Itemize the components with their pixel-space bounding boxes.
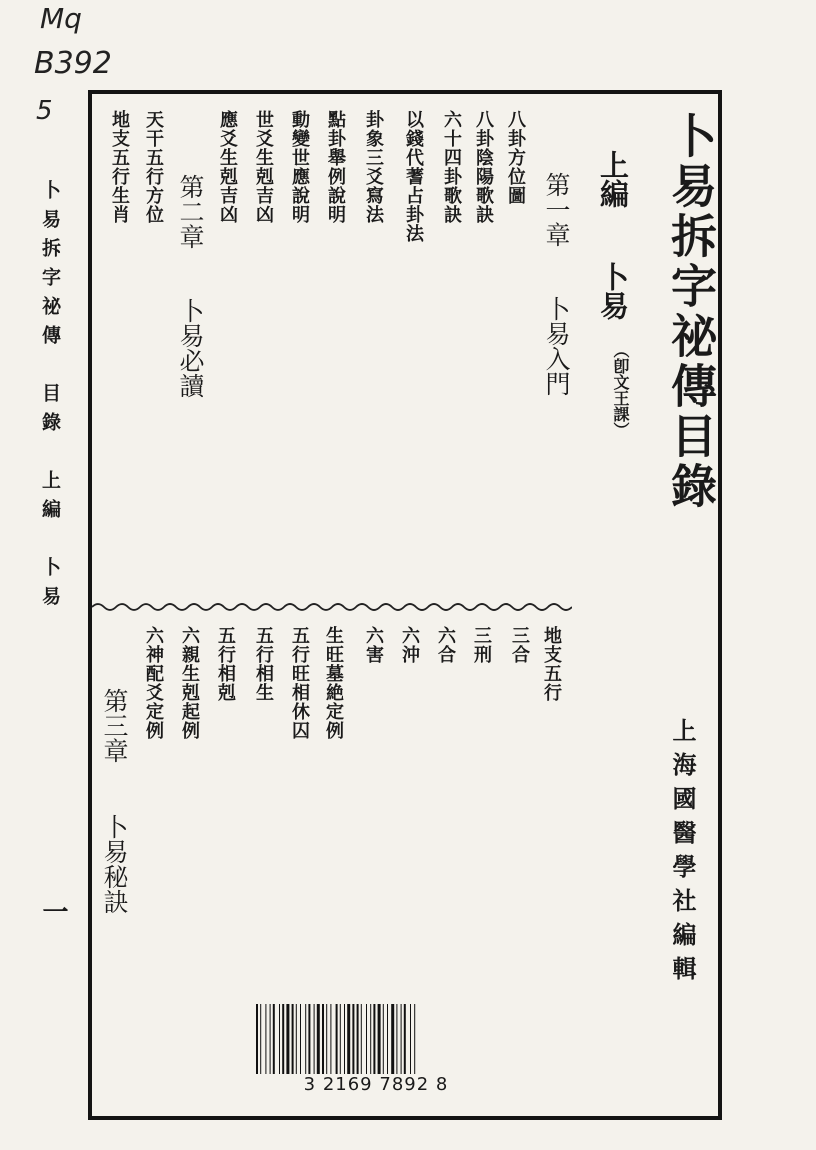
- chapter3-number: 第三章: [100, 688, 129, 763]
- toc-item: 六十四卦歌訣: [441, 110, 462, 224]
- toc-item: 五行相剋: [215, 626, 236, 702]
- toc-item: 八卦方位圖: [505, 110, 526, 205]
- chapter1-name: 卜易入門: [542, 296, 571, 396]
- margin-running-header: 卜易拆字祕傳 目錄 上編 卜易: [39, 180, 61, 615]
- toc-item: 點卦舉例說明: [325, 110, 346, 224]
- handwritten-annotation-line2: B392: [34, 46, 112, 81]
- chapter2-name: 卜易必讀: [176, 298, 205, 398]
- handwritten-annotation-line3: 5: [36, 96, 53, 126]
- toc-item: 地支五行生肖: [109, 110, 130, 224]
- chapter3-name: 卜易秘訣: [100, 814, 129, 914]
- toc-item: 卦象三爻寫法: [363, 110, 384, 224]
- section-divider: [92, 600, 572, 614]
- publisher: 上海國醫學社編輯: [668, 718, 697, 990]
- toc-item: 六合: [435, 626, 456, 664]
- toc-item: 六神配爻定例: [143, 626, 164, 740]
- barcode: [254, 1004, 498, 1100]
- toc-item: 三合: [509, 626, 530, 664]
- toc-item: 八卦陰陽歌訣: [473, 110, 494, 224]
- toc-item: 應爻生剋吉凶: [217, 110, 238, 224]
- toc-item: 天干五行方位: [143, 110, 164, 224]
- toc-item: 五行旺相休囚: [289, 626, 310, 740]
- document-title: 卜易拆字祕傳目錄: [664, 112, 718, 512]
- volume-label: 上編: [596, 150, 630, 208]
- toc-item: 動變世應說明: [289, 110, 310, 224]
- toc-item: 五行相生: [253, 626, 274, 702]
- page-number: 一: [38, 898, 68, 934]
- barcode-bars: [254, 1004, 498, 1074]
- toc-item: 六害: [363, 626, 384, 664]
- toc-item: 六沖: [399, 626, 420, 664]
- toc-item: 六親生剋起例: [179, 626, 200, 740]
- handwritten-annotation-line1: Mq: [40, 2, 82, 35]
- chapter2-number: 第二章: [176, 174, 205, 249]
- volume-name: 卜易: [596, 262, 630, 320]
- toc-item: 地支五行: [541, 626, 562, 702]
- toc-item: 三刑: [471, 626, 492, 664]
- volume-note: （卽文王課）: [611, 342, 630, 438]
- toc-item: 世爻生剋吉凶: [253, 110, 274, 224]
- toc-item: 以錢代蓍占卦法: [403, 110, 424, 243]
- toc-item: 生旺墓絶定例: [323, 626, 344, 740]
- chapter1-number: 第一章: [542, 172, 571, 247]
- barcode-number: 3 2169 7892 8: [303, 1074, 449, 1095]
